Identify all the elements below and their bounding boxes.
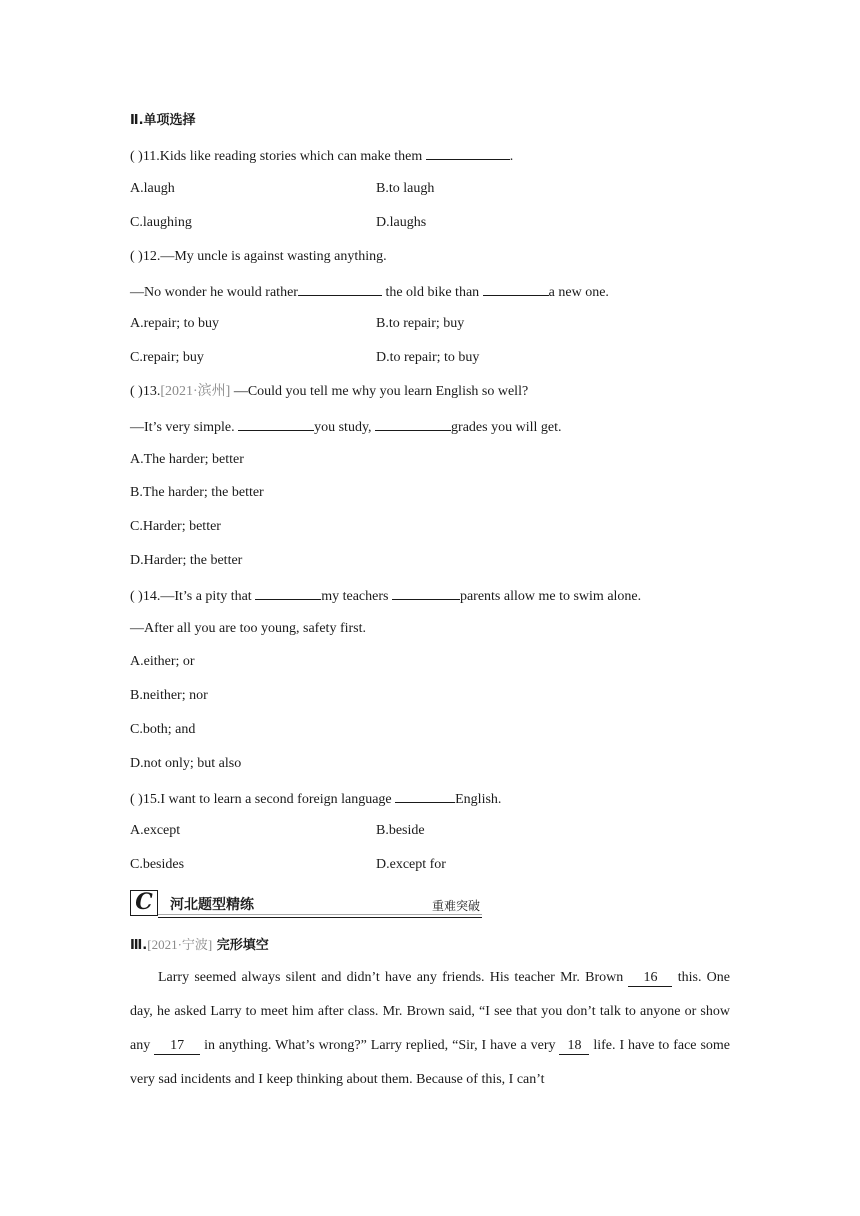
option-d: D.not only; but also	[130, 756, 242, 771]
answer-blank	[392, 585, 460, 600]
option-b: B.neither; nor	[130, 688, 208, 703]
c-logo-icon: C	[130, 890, 158, 916]
question-12-stem: ( )12.—My uncle is against wasting anything.	[130, 249, 387, 264]
option-d: D.Harder; the better	[130, 553, 243, 568]
answer-blank	[426, 145, 510, 160]
option-a: A.except	[130, 823, 181, 838]
cloze-passage	[130, 961, 730, 1097]
option-d: D.to repair; to buy	[376, 350, 480, 365]
question-12-dialog	[130, 281, 609, 303]
dialog-text: —No wonder he would rather	[130, 285, 298, 300]
question-text: parents allow me to swim alone.	[459, 589, 642, 604]
option-a: A.The harder; better	[130, 452, 244, 467]
option-a: A.repair; to buy	[130, 316, 220, 331]
question-14-stem	[130, 585, 641, 607]
question-13-dialog	[130, 416, 561, 438]
source-tag: [2021·滨州]	[160, 384, 231, 399]
option-d: D.except for	[376, 857, 446, 872]
option-b: B.The harder; the better	[130, 485, 264, 500]
section-title: 完形填空	[212, 938, 269, 953]
section-heading-cloze	[130, 935, 269, 956]
question-text: —Could you tell me why you learn English so well?	[230, 384, 529, 399]
option-b: B.to repair; buy	[376, 316, 465, 331]
option-c: C.besides	[130, 857, 185, 872]
question-11-end: .	[509, 149, 514, 164]
option-a: A.either; or	[130, 654, 195, 669]
option-b: B.to laugh	[376, 181, 435, 196]
option-c: C.repair; buy	[130, 350, 204, 365]
dialog-text: grades you will get.	[451, 420, 562, 435]
question-text: my teachers	[321, 589, 392, 604]
option-c: C.Harder; better	[130, 519, 221, 534]
question-number: ( )13.	[130, 384, 161, 399]
option-c: C.laughing	[130, 215, 192, 230]
cloze-blank-17: 17	[154, 1038, 200, 1055]
question-11	[130, 145, 513, 167]
source-tag: [2021·宁波]	[147, 937, 213, 952]
question-15-stem	[130, 788, 501, 810]
section-banner	[130, 888, 482, 918]
dialog-text: you study,	[314, 420, 376, 435]
answer-blank	[255, 585, 321, 600]
answer-blank	[375, 416, 451, 431]
passage-text: in anything. What’s wrong?” Larry replied, “Sir, I have a very	[200, 1038, 560, 1053]
banner-title: 河北题型精练	[170, 897, 254, 913]
banner-rule	[158, 917, 482, 918]
section-heading-choice: Ⅱ.单项选择	[130, 113, 196, 128]
answer-blank	[238, 416, 314, 431]
answer-blank	[483, 281, 549, 296]
cloze-blank-18: 18	[559, 1038, 589, 1055]
dialog-text: a new one.	[548, 285, 609, 300]
passage-text: life. I have to face some very sad incidents and I keep thinking about them. Because of this, I can’t	[130, 1038, 731, 1087]
option-d: D.laughs	[376, 215, 427, 230]
question-13-stem	[130, 382, 528, 402]
section-number: Ⅲ.	[130, 938, 148, 953]
dialog-text: the old bike than	[381, 285, 483, 300]
option-a: A.laugh	[130, 181, 175, 196]
passage-text: Larry seemed always silent and didn’t have any friends. His teacher Mr. Brown	[158, 970, 629, 985]
answer-blank	[298, 281, 382, 296]
dialog-text: —It’s very simple.	[130, 420, 239, 435]
passage-text: this. One day, he asked Larry to meet him after class. Mr. Brown said, “I see that you don’t talk to anyone or show any	[130, 970, 730, 1053]
question-text: ( )15.I want to learn a second foreign language	[130, 792, 396, 807]
question-11-stem: ( )11.Kids like reading stories which can make them	[130, 149, 426, 164]
option-c: C.both; and	[130, 722, 196, 737]
cloze-blank-16: 16	[628, 970, 672, 987]
question-14-dialog: —After all you are too young, safety first.	[130, 621, 366, 636]
option-b: B.beside	[376, 823, 425, 838]
question-text: ( )14.—It’s a pity that	[130, 589, 256, 604]
answer-blank	[395, 788, 455, 803]
banner-subtitle: 重难突破	[431, 899, 480, 913]
question-text: English.	[455, 792, 502, 807]
banner-rule	[158, 914, 482, 915]
